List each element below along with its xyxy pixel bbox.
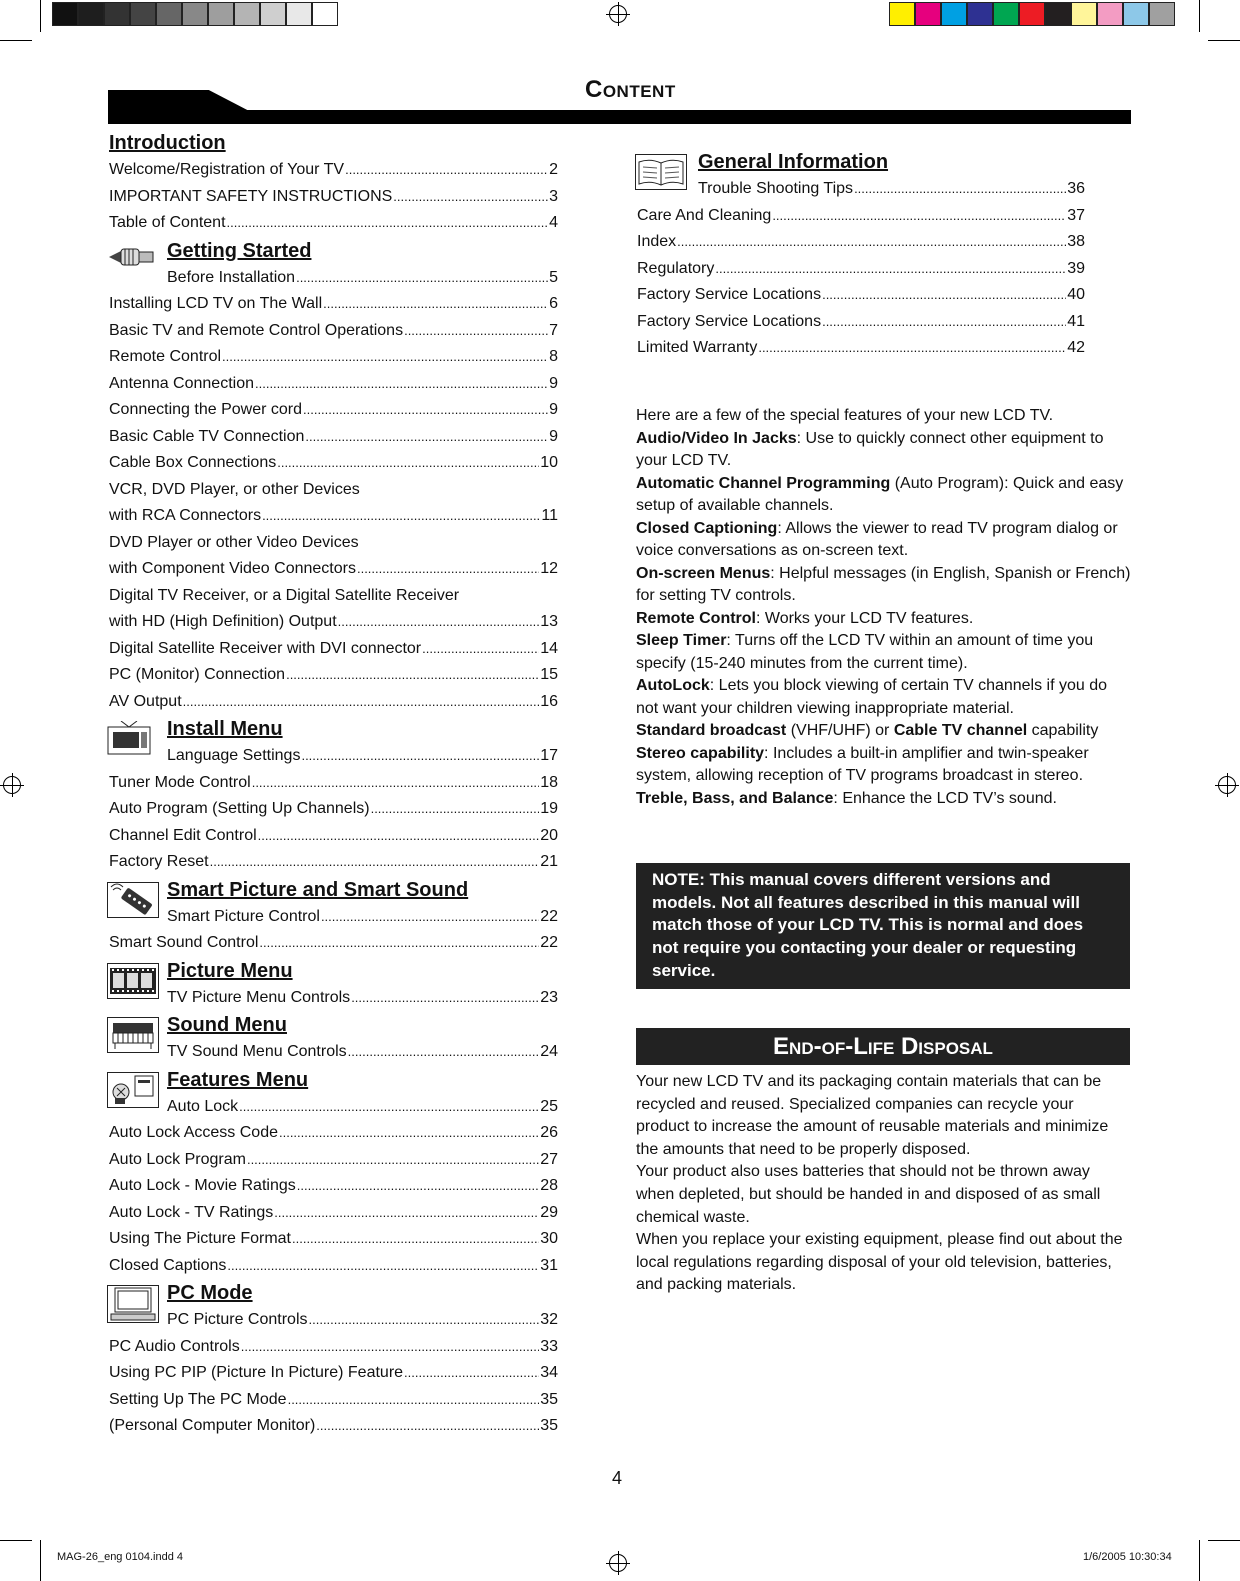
toc-entry[interactable] <box>637 256 1085 283</box>
toc-entry[interactable] <box>109 1307 558 1334</box>
toc-leader-dots <box>301 743 539 770</box>
gray-swatch <box>312 2 338 26</box>
feature-item <box>636 473 1131 518</box>
gray-swatch <box>78 2 104 26</box>
note-box: NOTE: This manual covers different versions and models. Not all features described in this manual will match those of your LCD TV. This is normal and does not require you contacting your dealer or requesting service. <box>636 863 1130 989</box>
toc-leader-dots <box>258 823 540 850</box>
toc-page-number: 30 <box>540 1230 558 1247</box>
toc-leader-dots <box>210 849 540 876</box>
toc-section-heading[interactable]: Install Menu <box>109 715 558 743</box>
toc-page-number: 14 <box>540 639 558 657</box>
feature-desc: (VHF/UHF) or <box>786 722 894 739</box>
page-title: Content <box>585 76 676 103</box>
toc-entry[interactable] <box>109 371 558 398</box>
film-strip-icon <box>107 963 159 1007</box>
color-swatch <box>941 2 967 26</box>
feature-name: Stereo capability <box>636 744 765 762</box>
toc-page-number: 3 <box>549 187 558 205</box>
feature-name: Closed Captioning <box>636 519 778 537</box>
registration-mark-icon <box>1218 776 1236 794</box>
toc-leader-dots <box>351 985 539 1012</box>
toc-page-number: 13 <box>540 613 558 630</box>
toc-page-number: 32 <box>540 1311 558 1328</box>
toc-entry[interactable] <box>109 1387 558 1414</box>
toc-entry-label: Closed Captions <box>109 1256 227 1274</box>
toc-leader-dots <box>677 229 1066 256</box>
toc-entry[interactable] <box>109 1120 558 1147</box>
toc-entry-label: Auto Lock Program <box>109 1150 246 1168</box>
toc-leader-dots <box>758 335 1066 362</box>
toc-entry-label: Index <box>637 233 677 250</box>
toc-entry[interactable] <box>109 503 558 530</box>
toc-entry[interactable] <box>109 1360 558 1387</box>
slug-date: 1/6/2005 10:30:34 <box>1083 1551 1172 1563</box>
toc-page-number: 23 <box>540 988 558 1006</box>
toc-entry-label: Before Installation <box>167 268 296 286</box>
feature-desc: : Allows the viewer to read TV program dialog or voice conversations as on-screen text. <box>636 519 1118 559</box>
toc-entry-label: Smart Picture Control <box>167 907 320 925</box>
color-swatch <box>889 2 915 26</box>
toc-page-number: 20 <box>540 826 558 844</box>
toc-page-number: 17 <box>540 747 558 764</box>
feature-name: Cable TV channel <box>893 722 1028 739</box>
toc-leader-dots <box>259 930 539 957</box>
toc-entry-label: Digital Satellite Receiver with DVI connector <box>109 639 422 657</box>
toc-page-number: 31 <box>540 1256 558 1274</box>
toc-page-number: 11 <box>541 507 558 524</box>
color-swatch <box>967 2 993 26</box>
registration-mark-icon <box>3 776 21 794</box>
toc-entry[interactable] <box>109 1039 558 1066</box>
feature-desc: : Helpful messages (in English, Spanish or French) for setting TV controls. <box>636 564 1131 604</box>
toc-page-number: 12 <box>540 560 558 577</box>
toc-entry-label: Auto Lock <box>167 1097 239 1115</box>
feature-item <box>636 563 1131 608</box>
toc-text: DVD Player or other Video Devices <box>109 533 359 551</box>
toc-entry-label: Cable Box Connections <box>109 454 277 471</box>
toc-leader-dots <box>277 450 539 477</box>
gray-swatch <box>52 2 78 26</box>
feature-item <box>636 630 1131 675</box>
toc-entry-label: Factory Service Locations <box>637 286 822 303</box>
crop-mark <box>0 40 32 41</box>
piano-icon <box>107 1017 159 1061</box>
feature-desc: : Works your LCD TV features. <box>756 609 974 627</box>
toc-entry-label: with RCA Connectors <box>109 507 262 524</box>
toc-entry-label: Language Settings <box>167 747 301 764</box>
toc-entry-label: PC Picture Controls <box>167 1311 308 1328</box>
toc-entry[interactable] <box>109 1253 558 1280</box>
toc-page-number: 26 <box>540 1124 558 1141</box>
eol-paragraph: When you replace your existing equipment, please find out about the local regulations regarding disposal of your old television, batteries, and packing materials. <box>636 1231 1123 1294</box>
toc-leader-dots <box>274 1200 539 1227</box>
toc-leader-dots <box>241 1334 539 1361</box>
toc-entry-label: Basic TV and Remote Control Operations <box>109 321 404 339</box>
feature-item <box>636 428 1131 473</box>
feature-name: Sleep Timer <box>636 632 727 649</box>
toc-entry[interactable] <box>109 1200 558 1227</box>
toc-page-number: 8 <box>549 348 558 365</box>
toc-entry[interactable] <box>109 265 558 292</box>
header-rule <box>108 110 1131 124</box>
toc-text: Digital TV Receiver, or a Digital Satellite Receiver <box>109 586 460 604</box>
toc-entry-label: AV Output <box>109 692 182 710</box>
toc-page-number: 42 <box>1067 339 1085 356</box>
toc-entry[interactable] <box>637 203 1085 230</box>
feature-item <box>636 675 1131 720</box>
computer-monitor-icon <box>107 1285 159 1331</box>
toc-page-number: 28 <box>540 1177 558 1194</box>
toc-entry-label: Remote Control <box>109 348 222 365</box>
gray-swatch <box>286 2 312 26</box>
feature-name: AutoLock <box>636 677 710 694</box>
toc-page-number: 41 <box>1067 312 1085 330</box>
toc-entry[interactable] <box>109 662 558 689</box>
toc-entry-label: Tuner Mode Control <box>109 773 251 791</box>
toc-leader-dots <box>357 556 539 583</box>
toc-entry[interactable] <box>637 229 1085 256</box>
toc-page-number: 6 <box>549 295 558 312</box>
toc-entry-label: Care And Cleaning <box>637 206 772 224</box>
color-swatch <box>1019 2 1045 26</box>
feature-item <box>636 720 1131 743</box>
feature-desc: : Use to quickly connect other equipment to your LCD TV. <box>636 429 1104 469</box>
toc-entry-label: Regulatory <box>637 259 715 277</box>
toc-entry-label: (Personal Computer Monitor) <box>109 1417 316 1434</box>
gray-swatch <box>234 2 260 26</box>
toc-leader-dots <box>183 689 540 716</box>
antenna-connector-icon <box>107 243 159 279</box>
toc-leader-dots <box>286 662 539 689</box>
toc-page-number: 22 <box>540 907 558 925</box>
toc-leader-dots <box>371 796 540 823</box>
feature-item <box>636 518 1131 563</box>
toc-entry-label: Factory Reset <box>109 853 209 870</box>
toc-entry-label: PC Audio Controls <box>109 1337 240 1355</box>
toc-entry[interactable] <box>109 930 558 957</box>
toc-leader-dots <box>316 1413 539 1440</box>
color-swatch <box>1149 2 1175 26</box>
toc-page-number: 9 <box>549 401 558 418</box>
toc-section-heading[interactable]: General Information <box>637 148 1085 176</box>
color-swatch <box>1071 2 1097 26</box>
toc-leader-dots <box>227 1253 539 1280</box>
toc-entry[interactable] <box>109 1147 558 1174</box>
toc-entry-label: Installing LCD TV on The Wall <box>109 295 323 312</box>
toc-entry[interactable] <box>109 689 558 716</box>
toc-page-number: 9 <box>549 374 558 392</box>
toc-entry-label: Smart Sound Control <box>109 934 259 951</box>
toc-page-number: 10 <box>540 454 558 471</box>
toc-entry[interactable] <box>109 450 558 477</box>
toc-leader-dots <box>296 265 548 292</box>
feature-name: Standard broadcast <box>636 722 787 739</box>
toc-entry-label: with Component Video Connectors <box>109 560 356 577</box>
toc-section-heading[interactable]: Smart Picture and Smart Sound <box>109 876 558 904</box>
toc-leader-dots <box>323 291 548 318</box>
crop-mark <box>40 0 41 32</box>
toc-entry[interactable] <box>109 210 558 237</box>
toc-entry-label: Table of Content <box>109 214 226 231</box>
toc-entry[interactable] <box>109 344 558 371</box>
feature-name: Audio/Video In Jacks <box>636 429 797 447</box>
toc-leader-dots <box>854 176 1066 203</box>
feature-desc: (Auto Program): Quick and easy setup of available channels. <box>636 474 1124 514</box>
toc-page-number: 24 <box>540 1043 558 1060</box>
toc-leader-dots <box>393 184 548 211</box>
toc-page-number: 27 <box>540 1150 558 1168</box>
feature-desc: : Includes a built-in amplifier and twin-speaker system, allowing reception of TV programs broadcast in stereo. <box>636 744 1089 784</box>
page-number: 4 <box>612 1468 623 1488</box>
toc-entry[interactable] <box>637 176 1085 203</box>
toc-entry-label: IMPORTANT SAFETY INSTRUCTIONS <box>109 187 393 205</box>
toc-page-number: 22 <box>540 934 558 951</box>
toc-entry-label: Auto Program (Setting Up Channels) <box>109 800 370 817</box>
toc-entry[interactable] <box>637 282 1085 309</box>
toc-section-heading[interactable]: PC Mode <box>109 1279 558 1307</box>
toc-entry-label: Limited Warranty <box>637 339 758 356</box>
feature-desc: : Enhance the LCD TV’s sound. <box>833 789 1057 807</box>
toc-entry[interactable] <box>109 985 558 1012</box>
toc-leader-dots <box>297 1173 539 1200</box>
toc-entry[interactable] <box>109 796 558 823</box>
toc-entry-label: Auto Lock - TV Ratings <box>109 1203 274 1221</box>
gray-swatch <box>208 2 234 26</box>
toc-leader-dots <box>321 904 539 931</box>
toc-entry[interactable] <box>109 1094 558 1121</box>
toc-page-number: 4 <box>549 214 558 231</box>
toc-entry[interactable] <box>109 636 558 663</box>
toc-leader-dots <box>305 424 548 451</box>
toc-page-number: 18 <box>540 773 558 791</box>
slug-file: MAG-26_eng 0104.indd 4 <box>57 1551 183 1563</box>
toc-page-number: 21 <box>540 853 558 870</box>
crop-mark <box>0 1540 32 1541</box>
toc-section-heading[interactable]: Getting Started <box>109 237 558 265</box>
toc-page-number: 35 <box>540 1417 558 1434</box>
feature-name: Remote Control <box>636 609 756 627</box>
gray-swatch <box>260 2 286 26</box>
toc-page-number: 15 <box>540 666 558 683</box>
eol-heading: End-of-Life Disposal <box>636 1028 1130 1065</box>
toc-page-number: 29 <box>540 1203 558 1221</box>
toc-leader-dots <box>222 344 548 371</box>
toc-entry[interactable] <box>109 849 558 876</box>
toc-section-heading[interactable]: Introduction <box>109 132 226 154</box>
toc-entry[interactable] <box>109 770 558 797</box>
toc-page-number: 34 <box>540 1364 558 1381</box>
color-swatch <box>1045 2 1071 26</box>
toc-entry[interactable] <box>109 1173 558 1200</box>
toc-entry[interactable] <box>109 424 558 451</box>
toc-leader-dots <box>279 1120 539 1147</box>
toc-leader-dots <box>227 210 549 237</box>
toc-entry[interactable] <box>109 1413 558 1440</box>
toc-leader-dots <box>404 1360 539 1387</box>
feature-desc: : Turns off the LCD TV within an amount of time you specify (15-240 minutes from the current time). <box>636 632 1094 672</box>
toc-entry-label: Basic Cable TV Connection <box>109 427 305 445</box>
toc-page-number: 38 <box>1067 233 1085 250</box>
toc-entry[interactable] <box>109 157 558 184</box>
toc-leader-dots <box>422 636 539 663</box>
toc-section-heading[interactable]: Sound Menu <box>109 1011 558 1039</box>
toc-page-number: 16 <box>540 692 558 710</box>
feature-item <box>636 608 1131 631</box>
toc-leader-dots <box>303 397 548 424</box>
toc-entry-label: Connecting the Power cord <box>109 401 302 418</box>
toc-entry[interactable] <box>109 823 558 850</box>
toc-entry[interactable] <box>109 904 558 931</box>
crop-mark <box>40 1540 41 1581</box>
toc-leader-dots <box>345 157 548 184</box>
toc-entry[interactable] <box>109 1334 558 1361</box>
toc-page-number: 33 <box>540 1337 558 1355</box>
toc-leader-dots <box>772 203 1066 230</box>
toc-section-heading[interactable]: Features Menu <box>109 1066 558 1094</box>
toc-page-number: 9 <box>549 427 558 445</box>
features-list <box>636 405 1131 810</box>
registration-mark-icon <box>609 1554 627 1572</box>
toc-entry-label: Auto Lock - Movie Ratings <box>109 1177 296 1194</box>
feature-name: Treble, Bass, and Balance <box>636 789 834 807</box>
gray-swatch <box>182 2 208 26</box>
toc-leader-dots <box>348 1039 540 1066</box>
crop-mark <box>1199 1540 1200 1581</box>
toc-entry-label: TV Picture Menu Controls <box>167 988 351 1006</box>
toc-entry[interactable] <box>109 743 558 770</box>
open-book-icon <box>635 154 687 198</box>
toc-leader-dots <box>255 371 548 398</box>
toc-entry-label: Factory Service Locations <box>637 312 822 330</box>
gray-swatch <box>130 2 156 26</box>
toc-entry-label: Trouble Shooting Tips <box>698 180 854 197</box>
toc-page-number: 35 <box>540 1390 558 1408</box>
color-swatch <box>915 2 941 26</box>
toc-entry-label: Antenna Connection <box>109 374 254 392</box>
toc-leader-dots <box>404 318 548 345</box>
gray-swatch <box>104 2 130 26</box>
toc-entry[interactable] <box>637 335 1085 362</box>
toc-section-heading[interactable]: Picture Menu <box>109 957 558 985</box>
toc-page-number: 25 <box>540 1097 558 1115</box>
tv-icon <box>107 721 151 763</box>
left-table-of-contents <box>109 129 558 1440</box>
toc-page-number: 39 <box>1067 259 1085 277</box>
feature-desc: : Lets you block viewing of certain TV channels if you do not want your children viewing inappropriate material. <box>636 677 1108 717</box>
crop-mark <box>1199 0 1200 32</box>
toc-leader-dots <box>338 609 540 636</box>
toc-page-number: 5 <box>549 268 558 286</box>
toc-entry[interactable] <box>109 291 558 318</box>
toc-entry-label: PC (Monitor) Connection <box>109 666 286 683</box>
toc-leader-dots <box>252 770 540 797</box>
eol-paragraph: Your product also uses batteries that should not be thrown away when depleted, but should be handed in and disposed of as small chemical waste. <box>636 1163 1101 1226</box>
features-intro: Here are a few of the special features of your new LCD TV. <box>636 407 1054 424</box>
toc-entry-label: Using PC PIP (Picture In Picture) Feature <box>109 1364 404 1381</box>
toc-page-number: 36 <box>1067 180 1085 197</box>
toc-entry-label: with HD (High Definition) Output <box>109 613 337 630</box>
color-swatch <box>993 2 1019 26</box>
registration-mark-icon <box>609 5 627 23</box>
toc-leader-dots <box>288 1387 540 1414</box>
toc-entry-label: Channel Edit Control <box>109 826 257 844</box>
crop-mark <box>1208 1540 1240 1541</box>
toc-page-number: 37 <box>1067 206 1085 224</box>
toc-leader-dots <box>292 1226 539 1253</box>
feature-name: On-screen Menus <box>636 564 771 582</box>
toc-entry-label: Auto Lock Access Code <box>109 1124 278 1141</box>
eol-paragraph: Your new LCD TV and its packaging contain materials that can be recycled and reused. Specialized companies can recycle your product to increase the amount of reusable materials and minimize the amounts that need to be properly disposed. <box>636 1073 1109 1158</box>
toc-entry-label: Welcome/Registration of Your TV <box>109 161 345 178</box>
toc-entry[interactable] <box>109 397 558 424</box>
toc-entry-label: Setting Up The PC Mode <box>109 1390 287 1408</box>
feature-desc: capability <box>1027 722 1099 739</box>
toc-entry[interactable] <box>109 1226 558 1253</box>
toc-entry[interactable] <box>109 609 558 636</box>
remote-control-icon <box>107 882 159 926</box>
gray-swatch <box>156 2 182 26</box>
toc-leader-dots <box>247 1147 539 1174</box>
toc-leader-dots <box>309 1307 540 1334</box>
color-swatch <box>1123 2 1149 26</box>
toc-page-number: 2 <box>549 161 558 178</box>
feature-name: Automatic Channel Programming <box>636 474 891 492</box>
toc-leader-dots <box>822 282 1066 309</box>
toc-page-number: 19 <box>540 800 558 817</box>
toc-page-number: 7 <box>549 321 558 339</box>
toc-entry[interactable] <box>109 318 558 345</box>
toc-entry-label: Using The Picture Format <box>109 1230 291 1247</box>
toc-entry-label: TV Sound Menu Controls <box>167 1043 347 1060</box>
toc-leader-dots <box>715 256 1066 283</box>
toc-leader-dots <box>239 1094 539 1121</box>
eol-text <box>636 1071 1131 1297</box>
feature-item <box>636 788 1131 811</box>
toc-entry[interactable] <box>109 184 558 211</box>
color-swatch <box>1097 2 1123 26</box>
feature-item <box>636 743 1131 788</box>
toc-leader-dots <box>262 503 540 530</box>
crop-mark <box>1208 40 1240 41</box>
toc-entry[interactable] <box>109 556 558 583</box>
right-table-of-contents <box>637 148 1085 362</box>
toc-page-number: 40 <box>1067 286 1085 303</box>
features-icon <box>107 1072 159 1116</box>
toc-leader-dots <box>822 309 1066 336</box>
toc-entry[interactable] <box>637 309 1085 336</box>
toc-text: VCR, DVD Player, or other Devices <box>109 480 360 498</box>
